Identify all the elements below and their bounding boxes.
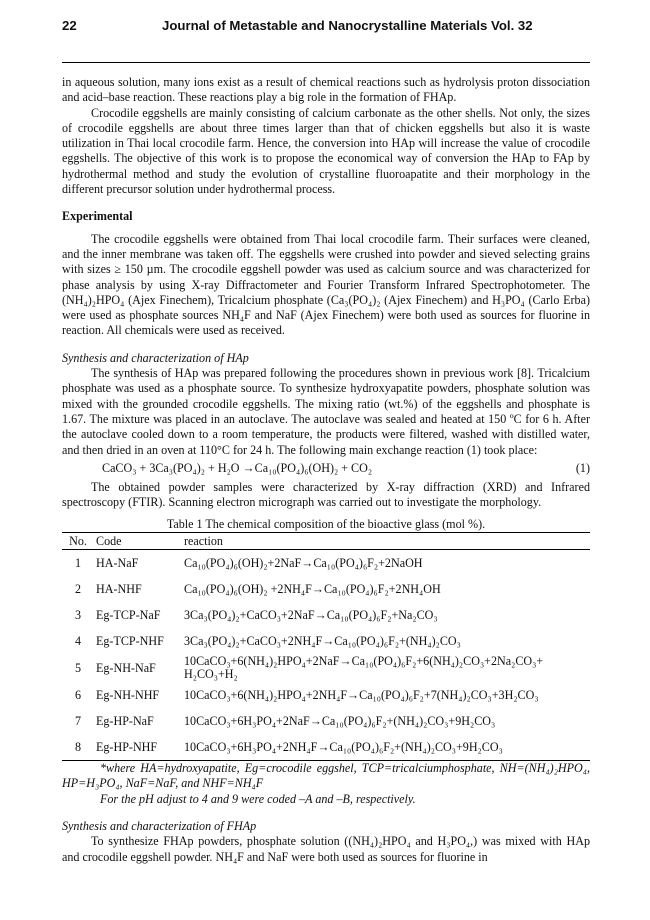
row-reaction: 3Ca₃(PO₄)₂+CaCO₃+2NaF→Ca₁₀(PO₄)₆F₂+Na₂CO₃ [184,607,438,622]
synthesis-hap-heading: Synthesis and characterization of HAp [62,350,249,365]
row-code: Eg-HP-NHF [94,734,182,761]
row-number: 7 [74,713,82,728]
table-row [62,550,590,577]
page-number: 22 [62,18,77,33]
row-number: 8 [62,734,94,761]
row-number: 6 [74,687,82,702]
synthesis-hap-paragraph-1: The synthesis of HAp was prepared following the procedures shown in previous work [8]. Tricalcium phosphate was used as a phosphate source. To synthesize hydroxyapatite powders, phosphate solution was mixed with the grounded crocodile eggshells. The mixing ratio (wt.%) of the eggshells and phosphate is 1.67. The mixture was placed in an autoclave. The autoclave was sealed and heated at 150 ºC for 6 h. After the autoclave cooled down to a room temperature, the products were filtered, washed with distilled water, and then dried in an oven at 110°C for 24 h. The following main exchange reaction (1) took place: [62,366,590,457]
row-code: HA-NHF [96,581,142,596]
intro-paragraph-2: Crocodile eggshells are mainly consisting of calcium carbonate as the other shells. Not only, the sizes of crocodile eggshells are about three times larger than that of chicken eggshells but also it is waste utilization in Thai local crocodile farm. Hence, the conversion into HAp will increase the value of crocodile eggshells. The objective of this work is to propose the economical way of conversion the HAp to FAp by hydrothermal method and study the evolution of crystalline fluoroapatite and their morphology in the different precursor solution under hydrothermal process. [62,105,590,197]
synthesis-fhap-paragraph: To synthesize FHAp powders, phosphate solution ((NH₄)₂HPO₄ and H₃PO₄,) was mixed with HAp and crocodile eggshell powder. NH₄F and NaF were both used as sources for fluorine in [62,834,590,864]
journal-title: Journal of Metastable and Nanocrystalline Materials Vol. 32 [162,18,533,33]
row-code: Eg-TCP-NaF [96,607,161,622]
composition-table [62,532,590,761]
table-footnote-2: For the pH adjust to 4 and 9 were coded –A and –B, respectively. [100,791,416,806]
row-reaction: Ca₁₀(PO₄)₆(OH)₂+2NaF→Ca₁₀(PO₄)₆F₂+2NaOH [184,555,423,570]
header-no: No. [62,533,94,550]
row-number: 3 [74,607,82,622]
row-code: HA-NaF [96,555,139,570]
table-row [62,734,590,761]
table-row [62,576,590,602]
table-header-row [62,533,590,550]
row-number: 1 [74,555,82,570]
synthesis-fhap-heading: Synthesis and characterization of FHAp [62,818,257,833]
row-reaction: 10CaCO₃+6H₃PO₄+2NaF→Ca₁₀(PO₄)₆F₂+(NH₄)₂CO₃+9H₂CO₃ [184,713,496,728]
intro-paragraph-1: in aqueous solution, many ions exist as a result of chemical reactions such as hydrolysis proton dissociation and acid–base reaction. These reactions play a big role in the formation of FHAp. [62,75,590,105]
row-code: Eg-HP-NaF [96,713,154,728]
table-footnote-1: *where HA=hydroxyapatite, Eg=crocodile eggshel, TCP=tricalciumphosphate, NH=(NH₄)₂HPO₄, HP=H₃PO₄, NaF=NaF, and NHF=NH₄F [62,761,590,791]
row-number: 5 [74,660,82,675]
header-code: Code [94,533,182,550]
reaction-equation-1 [62,461,590,476]
row-reaction: 10CaCO₃+6H₃PO₄+2NH₄F→Ca₁₀(PO₄)₆F₂+(NH₄)₂CO₃+9H₂CO₃ [182,734,590,761]
paper-page [62,18,590,865]
experimental-paragraph: The crocodile eggshells were obtained from Thai local crocodile farm. Their surfaces were cleaned, and the inner membrane was taken off. The eggshells were crushed into powder and sieved selecting grains with sizes ≥ 150 µm. The crocodile eggshell powder was used as calcium source and was characterized for phase analysis by using X-ray Diffractometer and Fourier Transform Infrared Spectrophotometer. The (NH₄)₂HPO₄ (Ajex Finechem), Tricalcium phosphate (Ca₃(PO₄)₂ (Ajex Finechem) and H₃PO₄ (Carlo Erba) were used as phosphate sources NH₄F and NaF (Ajex Finechem) were both used as sources for fluorine in reaction. All chemicals were used as received. [62,231,590,338]
table-row [62,602,590,628]
row-number: 2 [74,581,82,596]
equation-number: (1) [575,460,590,475]
row-reaction: 3Ca₃(PO₄)₂+CaCO₃+2NH₄F→Ca₁₀(PO₄)₆F₂+(NH₄)₂CO₃ [184,633,461,648]
row-reaction: 10CaCO₃+6(NH₄)₂HPO₄+2NaF→Ca₁₀(PO₄)₆F₂+6(NH₄)₂CO₃+2Na₂CO₃+ H₂CO₃+H₂ [184,654,544,682]
row-reaction: Ca₁₀(PO₄)₆(OH)₂ +2NH₄F→Ca₁₀(PO₄)₆F₂+2NH₄OH [184,581,441,596]
table-row [62,654,590,682]
page-header [62,18,590,48]
row-code: Eg-NH-NaF [96,660,156,675]
table-row [62,628,590,654]
experimental-heading: Experimental [62,209,133,224]
row-code: Eg-NH-NHF [96,687,160,702]
table-row [62,682,590,708]
synthesis-hap-paragraph-2: The obtained powder samples were characterized by X-ray diffraction (XRD) and Infrared spectroscopy (FTIR). Scanning electron micrograph was carried out to investigate the morphology. [62,480,590,510]
table-caption: Table 1 The chemical composition of the bioactive glass (mol %). [166,516,486,531]
header-reaction: reaction [182,533,590,550]
row-number: 4 [74,633,82,648]
row-code: Eg-TCP-NHF [96,633,164,648]
row-reaction: 10CaCO₃+6(NH₄)₂HPO₄+2NH₄F→Ca₁₀(PO₄)₆F₂+7(NH₄)₂CO₃+3H₂CO₃ [184,687,539,702]
equation-expression: CaCO₃ + 3Ca₃(PO₄)₂ + H₂O →Ca₁₀(PO₄)₆(OH)₂ + CO₂ [102,460,373,475]
table-row [62,708,590,734]
